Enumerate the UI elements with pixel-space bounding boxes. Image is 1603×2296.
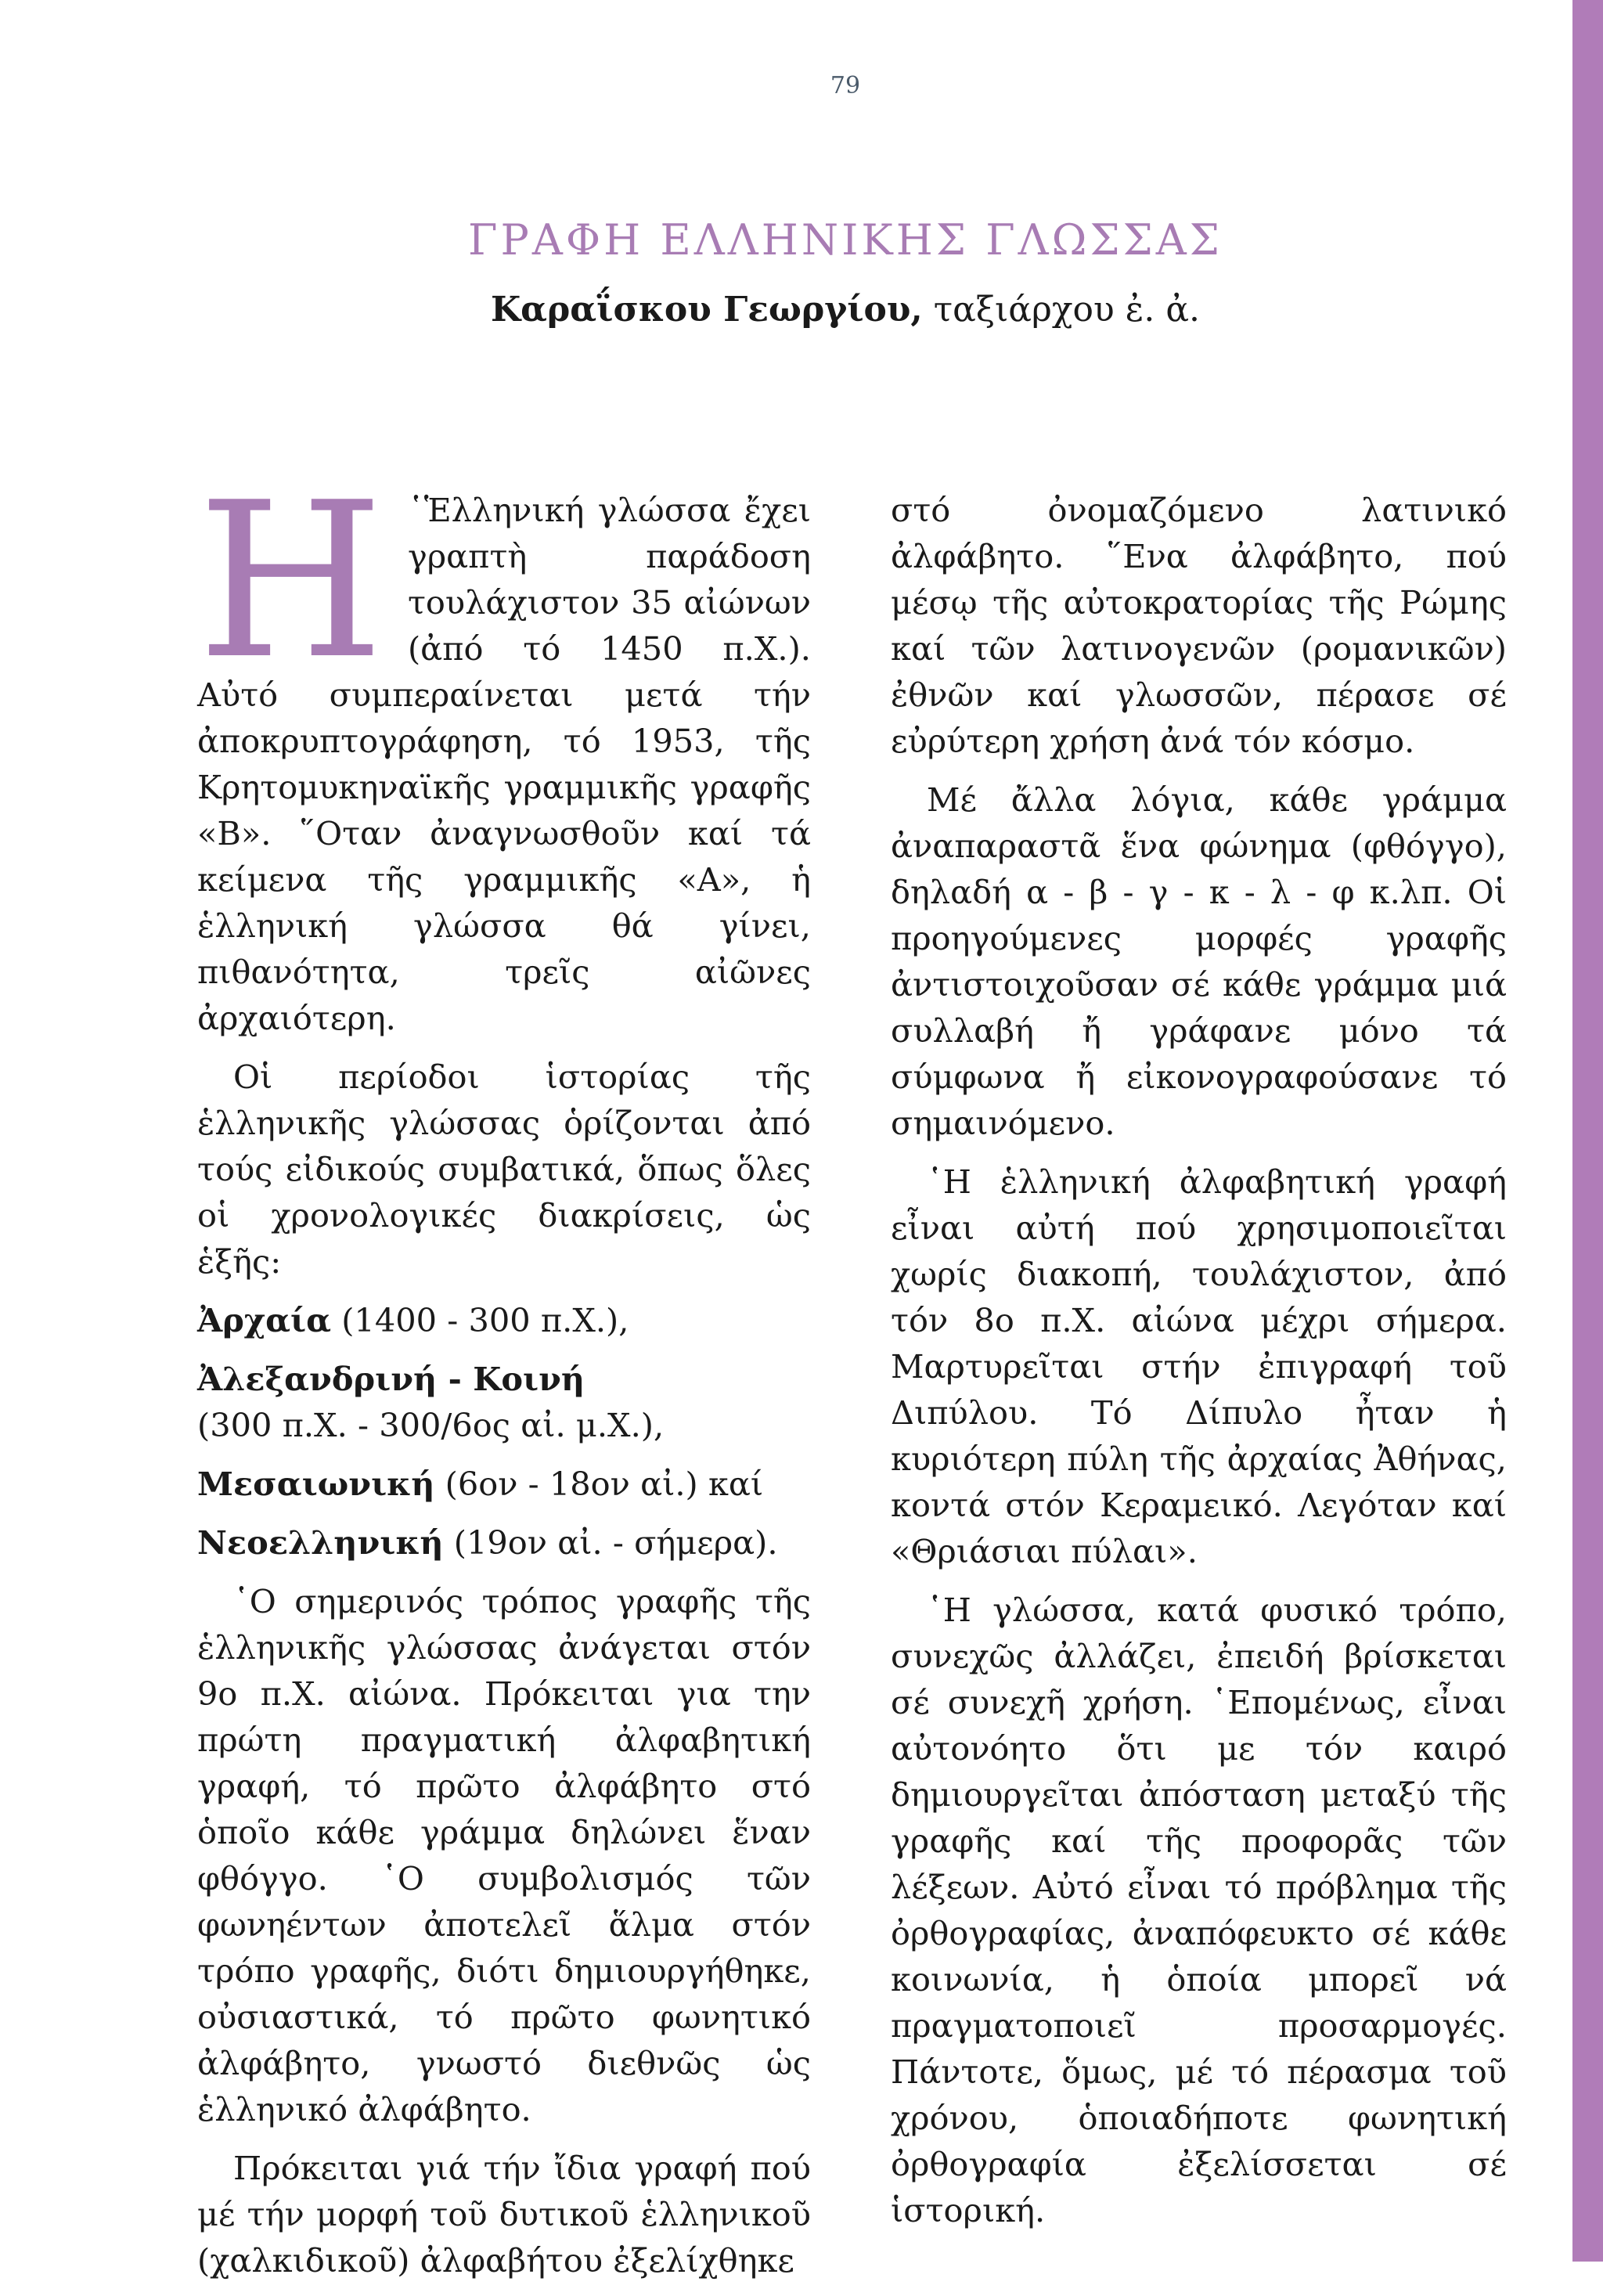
paragraph-dipylon: ῾Η ἑλληνική ἀλφαβητική γραφή εἶναι αὐτή πού χρησιμοποιεῖται χωρίς διακοπή, τουλάχιστον, ἀπό τόν 8ο π.Χ. αἰώνα μέχρι σήμερα. Μαρτυρεῖται στήν ἐπιγραφή τοῦ Διπύλου. Τό Δίπυλο ἦταν ἡ κυριότερη πύλη τῆς ἀρχαίας Ἀθήνας, κοντά στόν Κεραμεικό. Λεγόταν καί «Θριάσιαι πύλαι».	[891, 1162, 1507, 1570]
period-range: (19ον αἰ. - σήμερα).	[443, 1523, 778, 1562]
paragraph-western-alphabet: Πρόκειται γιά τήν ἴδια γραφή πού μέ τήν μορφή τοῦ δυτικοῦ ἑλληνικοῦ (χαλκιδικοῦ) ἀλφαβήτου ἐξελίχθηκε	[197, 2149, 811, 2280]
period-range: (300 π.Χ. - 300/6ος αἰ. μ.Χ.),	[197, 1406, 665, 1444]
drop-cap: H	[197, 456, 384, 706]
period-range: (1400 - 300 π.Χ.),	[331, 1301, 629, 1339]
period-alexandrini	[197, 1356, 811, 1448]
paragraph-orthography: ῾Η γλώσσα, κατά φυσικό τρόπο, συνεχῶς ἀλλάζει, ἐπειδή βρίσκεται σέ συνεχῆ χρήση. ῾Επομένως, εἶναι αὐτονόητο ὅτι με τόν καιρό δημιουργεῖται ἀπόσταση μεταξύ τῆς γραφῆς καί τῆς προφορᾶς τῶν λέξεων. Αὐτό εἶναι τό πρόβλημα τῆς ὀρθογραφίας, ἀναπόφευκτο σέ κάθε κοινωνία, ἡ ὁποία μπορεῖ νά πραγματοποιεῖ προσαρμογές. Πάντοτε, ὅμως, μέ τό πέρασμα τοῦ χρόνου, ὁποιαδήποτε φωνητική ὀρθογραφία ἐξελίσσεται σέ ἱστορική.	[891, 1591, 1507, 2229]
intro-text: ῾Ἑλληνική γλώσσα ἔχει γραπτὴ παράδοση τουλάχιστον 35 αἰώνων (ἀπό τό 1450 π.Χ.). Αὐτό συμπεραίνεται μετά τήν ἀποκρυπτογράφηση, τό 1953, τῆς Κρητομυκηναϊκῆς γραμμικῆς γραφῆς «Β». ῞Οταν ἀναγνωσθοῦν καί τά κείμενα τῆς γραμμικῆς «Α», ἡ ἑλληνική γλώσσα θά γίνει, πιθανότητα, τρεῖς αἰῶνες ἀρχαιότερη.	[197, 491, 811, 1037]
period-mesaioniki	[197, 1461, 811, 1507]
period-name: Ἀρχαία	[197, 1301, 332, 1339]
period-range: (6ον - 18ον αἰ.) καί	[434, 1465, 764, 1503]
period-name: Ἀλεξανδρινή - Κοινή	[197, 1360, 585, 1398]
left-column	[197, 456, 811, 2296]
article-title: ΓΡΑΦΗ ΕΛΛΗΝΙΚΗΣ ΓΛΩΣΣΑΣ	[468, 215, 1223, 265]
author-name: Καραΐσκου Γεωργίου,	[490, 290, 923, 330]
intro-paragraph	[197, 456, 811, 1041]
page-number: 79	[830, 72, 861, 99]
period-neoelliniki	[197, 1519, 811, 1566]
paragraph-modern-writing: ῾Ο σημερινός τρόπος γραφῆς τῆς ἑλληνικῆς γλώσσας ἀνάγεται στόν 9ο π.Χ. αἰώνα. Πρόκειται για την πρώτη πραγματική ἀλφαβητική γραφή, τό πρῶτο ἀλφάβητο στό ὁποῖο κάθε γράμμα δηλώνει ἕναν φθόγγο. ῾Ο συμβολισμός τῶν φωνηέντων ἀποτελεῖ ἅλμα στόν τρόπο γραφῆς, διότι δημιουργήθηκε, οὐσιαστικά, τό πρῶτο φωνητικό ἀλφάβητο, γνωστό διεθνῶς ὡς ἑλληνικό ἀλφάβητο.	[197, 1582, 811, 2128]
side-color-bar	[1572, 0, 1603, 2262]
period-archaia	[197, 1297, 811, 1343]
period-name: Μεσαιωνική	[197, 1465, 435, 1503]
author-rank: ταξιάρχου ἐ. ἀ.	[933, 290, 1201, 330]
paragraph-latin-alphabet: στό ὀνομαζόμενο λατινικό ἀλφάβητο. ῞Ενα ἀλφάβητο, πού μέσῳ τῆς αὐτοκρατορίας τῆς Ρώμης καί τῶν λατινογενῶν (ρομανικῶν) ἐθνῶν καί γλωσσῶν, πέρασε σέ εὐρύτερη χρήση ἀνά τόν κόσμο.	[891, 491, 1507, 760]
period-name: Νεοελληνική	[197, 1523, 444, 1562]
paragraph-periods-intro: Οἱ περίοδοι ἱστορίας τῆς ἑλληνικῆς γλώσσας ὁρίζονται ἀπό τούς εἰδικούς συμβατικά, ὅπως ὅλες οἱ χρονολογικές διακρίσεις, ὡς ἑξῆς:	[197, 1058, 811, 1281]
paragraph-phoneme: Μέ ἄλλα λόγια, κάθε γράμμα ἀναπαραστᾶ ἕνα φώνημα (φθόγγο), δηλαδή α - β - γ - κ - λ - φ κ.λπ. Οἱ προηγούμενες μορφές γραφῆς ἀντιστοιχοῦσαν σέ κάθε γράμμα μιά συλλαβή ἤ γράφανε μόνο τά σύμφωνα ἤ εἰκονογραφούσανε τό σημαινόμενο.	[891, 780, 1507, 1142]
byline	[0, 290, 1603, 330]
right-column	[891, 487, 1507, 2246]
